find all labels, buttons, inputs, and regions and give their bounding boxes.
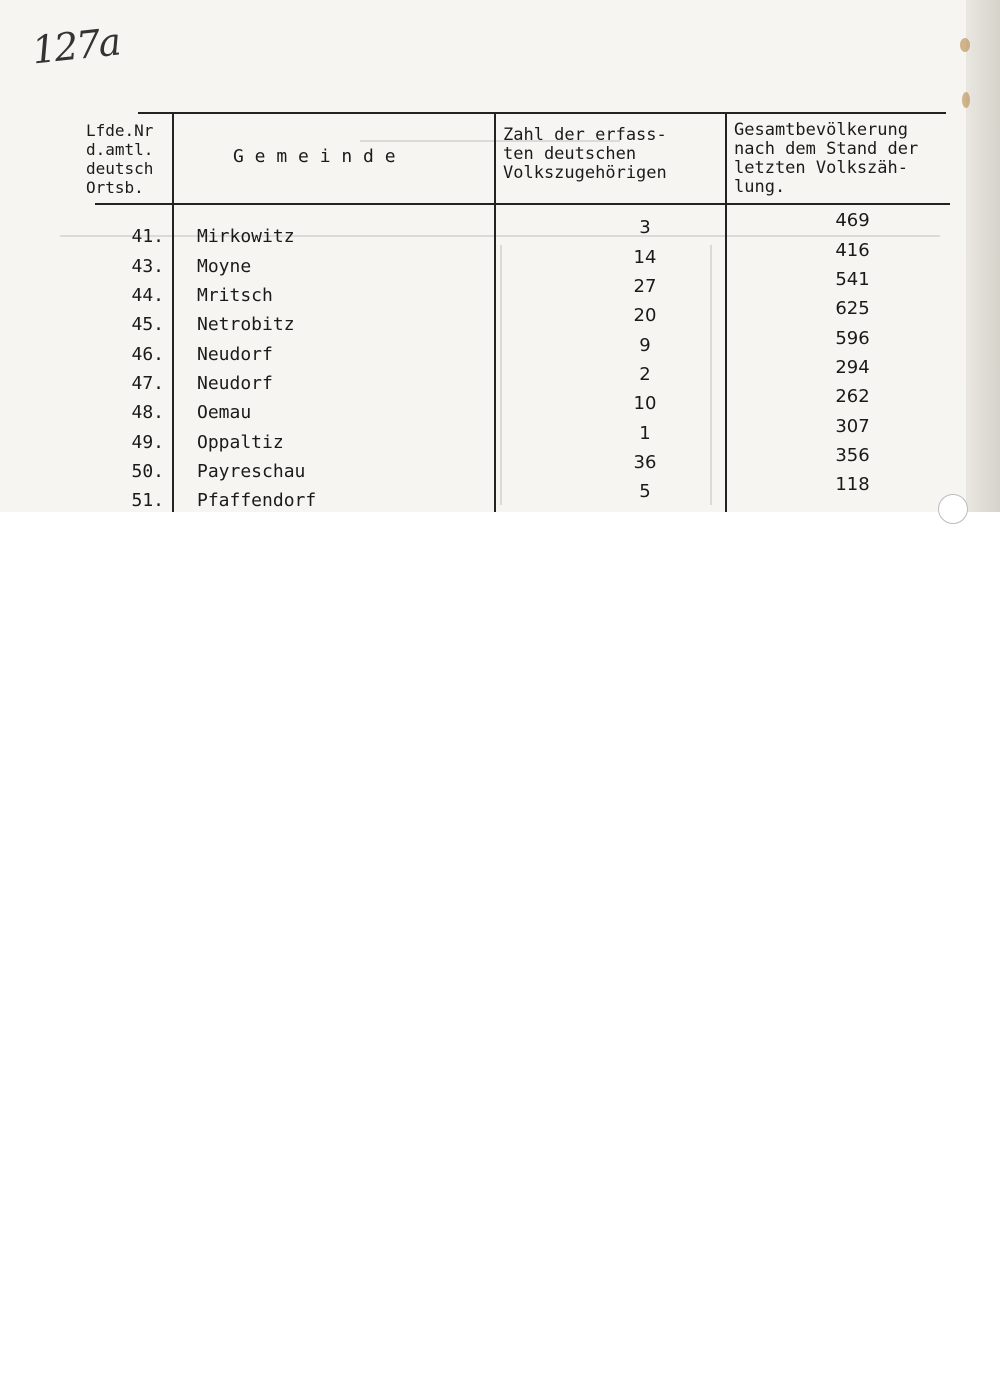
gemeinde-name: Payreschau (197, 461, 306, 482)
row-number: 43. (131, 256, 164, 277)
volkszugehoerige-count: 14 (633, 247, 657, 268)
gemeinde-name: Neudorf (197, 344, 273, 365)
header-nr: Lfde.Nr d.amtl. deutsch Ortsb. (86, 121, 154, 197)
rust-spot (962, 92, 970, 108)
population-count: 625 (835, 298, 870, 319)
population-count: 118 (835, 474, 870, 495)
volkszugehoerige-count: 10 (633, 393, 657, 414)
document-page (0, 0, 1000, 512)
rust-spot (960, 38, 970, 52)
header-population: Gesamtbevölkerung nach dem Stand der letzten Volkszäh- lung. (734, 120, 919, 197)
population-count: 416 (835, 240, 870, 261)
population-count: 307 (835, 416, 870, 437)
gemeinde-name: Mirkowitz (197, 226, 295, 247)
header-bottom-rule (95, 203, 950, 205)
volkszugehoerige-count: 1 (639, 423, 651, 444)
gemeinde-name: Netrobitz (197, 314, 295, 335)
population-count: 262 (835, 386, 870, 407)
volkszugehoerige-count: 36 (633, 452, 657, 473)
population-count: 294 (835, 357, 870, 378)
volkszugehoerige-count: 9 (639, 335, 651, 356)
table-top-rule (138, 112, 946, 114)
volkszugehoerige-count: 20 (633, 305, 657, 326)
table-row (0, 474, 1000, 512)
header-gemeinde: G e m e i n d e (233, 146, 396, 167)
gemeinde-name: Mritsch (197, 285, 273, 306)
gemeinde-name: Pfaffendorf (197, 490, 317, 511)
volkszugehoerige-count: 2 (639, 364, 651, 385)
gemeinde-name: Oemau (197, 402, 252, 423)
population-count: 356 (835, 445, 870, 466)
volkszugehoerige-count: 27 (633, 276, 657, 297)
volkszugehoerige-count: 3 (639, 217, 651, 238)
row-number: 41. (131, 226, 164, 247)
handwritten-page-mark: 127a (29, 19, 122, 73)
gemeinde-name: Neudorf (197, 373, 273, 394)
population-count: 541 (835, 269, 870, 290)
row-number: 48. (131, 402, 164, 423)
row-number: 51. (131, 490, 164, 511)
row-number: 45. (131, 314, 164, 335)
row-number: 46. (131, 344, 164, 365)
row-number: 47. (131, 373, 164, 394)
population-count: 596 (835, 328, 870, 349)
volkszugehoerige-count: 5 (639, 481, 651, 502)
row-number: 49. (131, 432, 164, 453)
punch-hole (938, 494, 968, 524)
gemeinde-name: Oppaltiz (197, 432, 284, 453)
gemeinde-name: Moyne (197, 256, 252, 277)
row-number: 44. (131, 285, 164, 306)
population-count: 469 (835, 210, 870, 231)
row-number: 50. (131, 461, 164, 482)
header-count: Zahl der erfass- ten deutschen Volkszugehörigen (503, 125, 667, 183)
